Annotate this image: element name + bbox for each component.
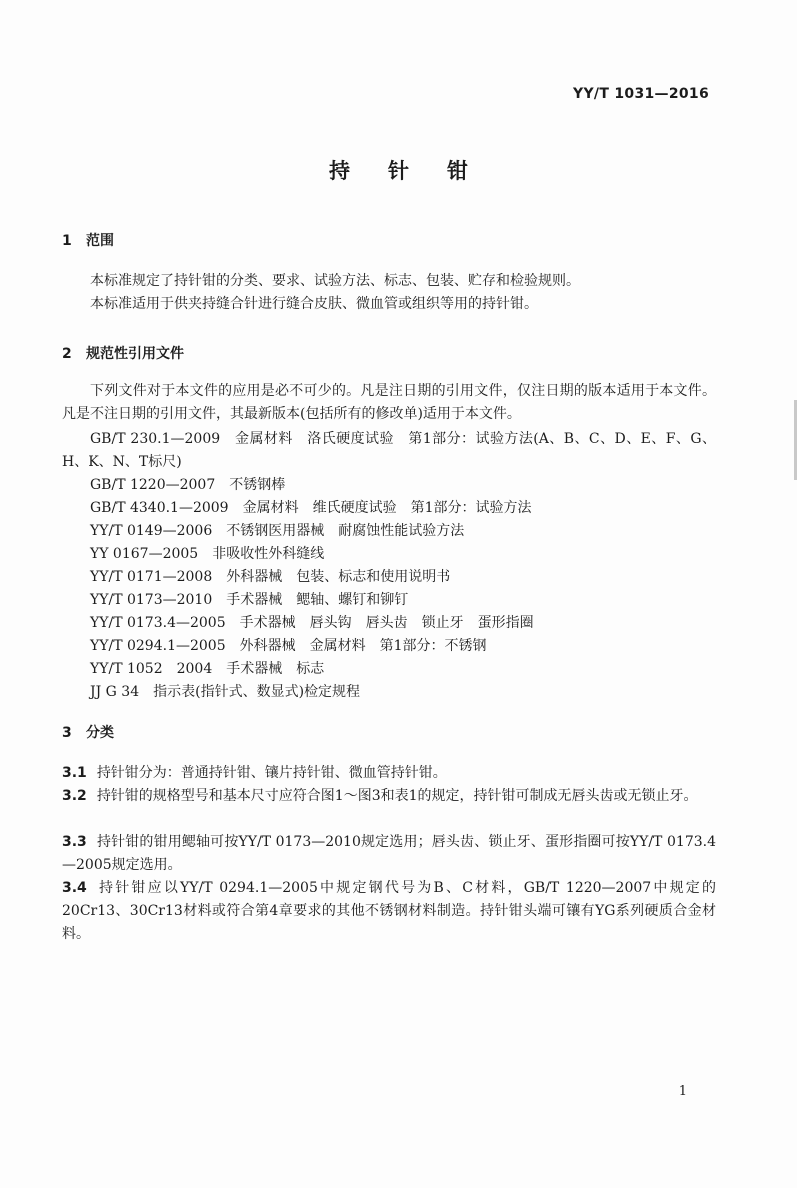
document-title: 持针钳 xyxy=(329,159,506,183)
section-3-heading xyxy=(62,722,114,742)
reference-item: YY/T 0171—2008 外科器械 包装、标志和使用说明书 xyxy=(90,569,451,585)
section-1-paragraph: 本标准适用于供夹持缝合针进行缝合皮肤、微血管或组织等用的持针钳。 xyxy=(90,296,538,312)
clause-text: 持针钳应以YY/T 0294.1—2005中规定钢代号为B、C材料，GB/T 1220—2007中规定的20Cr13、30Cr13材料或符合第4章要求的其他不锈钢材料制造。持针钳头端可镶有YG系列硬质合金材料。 xyxy=(62,880,716,942)
reference-item: YY/T 0294.1—2005 外科器械 金属材料 第1部分：不锈钢 xyxy=(90,638,487,654)
section-title: 规范性引用文件 xyxy=(86,346,184,362)
section-title: 分类 xyxy=(86,725,114,741)
section-2-heading xyxy=(62,343,184,363)
reference-item: YY/T 0173—2010 手术器械 鳃轴、螺钉和铆钉 xyxy=(90,592,409,608)
reference-item: GB/T 4340.1—2009 金属材料 维氏硬度试验 第1部分：试验方法 xyxy=(90,500,532,516)
clause-3-3 xyxy=(62,831,716,877)
reference-item: YY/T 0149—2006 不锈钢医用器械 耐腐蚀性能试验方法 xyxy=(90,523,465,539)
reference-item: YY 0167—2005 非吸收性外科缝线 xyxy=(90,546,325,562)
clause-3-4 xyxy=(62,877,716,946)
section-1-heading xyxy=(62,230,114,250)
section-number: 1 xyxy=(62,233,72,249)
clause-3-1 xyxy=(62,762,716,785)
section-title: 范围 xyxy=(86,233,114,249)
clause-text: 持针钳的规格型号和基本尺寸应符合图1～图3和表1的规定，持针钳可制成无唇头齿或无锁止牙。 xyxy=(96,788,698,804)
clause-text: 持针钳分为：普通持针钳、镶片持针钳、微血管持针钳。 xyxy=(96,765,447,781)
page-number: 1 xyxy=(678,1084,687,1099)
clause-number: 3.2 xyxy=(62,788,87,804)
reference-item: YY/T 0173.4—2005 手术器械 唇头钩 唇头齿 锁止牙 蛋形指圈 xyxy=(90,615,534,631)
section-1-paragraph: 本标准规定了持针钳的分类、要求、试验方法、标志、包装、贮存和检验规则。 xyxy=(90,273,580,289)
reference-item: YY/T 1052 2004 手术器械 标志 xyxy=(90,661,325,677)
clause-number: 3.3 xyxy=(62,834,87,850)
standard-code: YY/T 1031—2016 xyxy=(573,86,709,102)
section-2-intro: 下列文件对于本文件的应用是必不可少的。凡是注日期的引用文件，仅注日期的版本适用于本文件。凡是不注日期的引用文件，其最新版本(包括所有的修改单)适用于本文件。 xyxy=(62,383,716,422)
clause-number: 3.1 xyxy=(62,765,87,781)
reference-item: GB/T 1220—2007 不锈钢棒 xyxy=(90,477,286,493)
reference-item: GB/T 230.1—2009 金属材料 洛氏硬度试验 第1部分：试验方法(A、B、C、D、E、F、G、H、K、N、T标尺) xyxy=(62,431,716,470)
clause-text: 持针钳的钳用鳃轴可按YY/T 0173—2010规定选用；唇头齿、锁止牙、蛋形指圈可按YY/T 0173.4—2005规定选用。 xyxy=(62,834,716,873)
reference-item: JJ G 34 指示表(指针式、数显式)检定规程 xyxy=(90,684,361,700)
clause-3-2 xyxy=(62,785,716,808)
section-number: 2 xyxy=(62,346,72,362)
clause-number: 3.4 xyxy=(62,880,87,896)
section-number: 3 xyxy=(62,725,72,741)
